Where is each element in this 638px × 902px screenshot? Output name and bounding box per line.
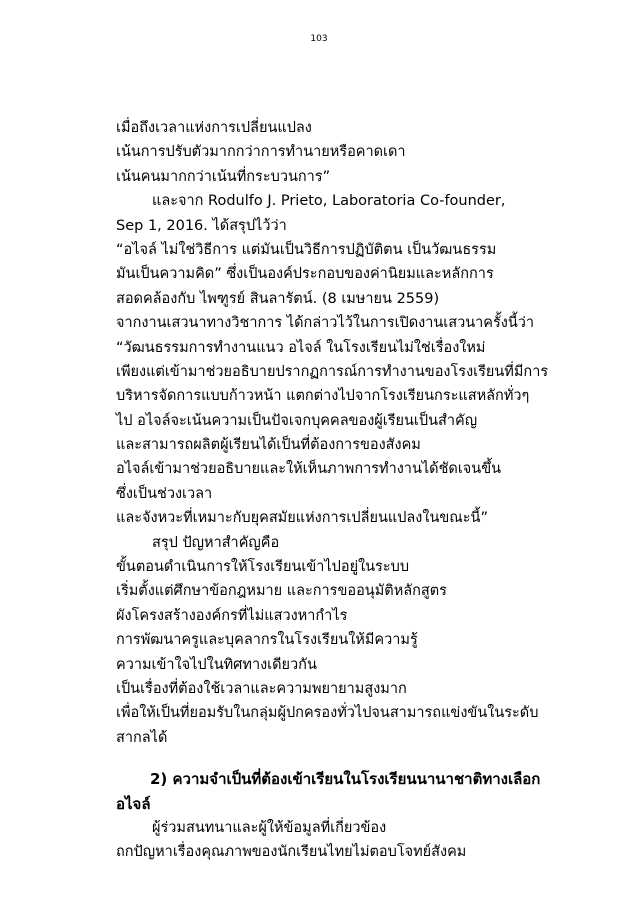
paragraph-line: ผังโครงสร้างองค์กรที่ไม่แสวงหากำไร	[116, 607, 348, 624]
section-heading: 2) ความจำเป็นที่ต้องเข้าเรียนในโรงเรียนนานาชาติทางเลือก	[150, 770, 541, 789]
paragraph-line: ขั้นตอนดำเนินการให้โรงเรียนเข้าไปอยู่ในระบบ	[116, 559, 410, 576]
paragraph-line: ซึ่งเป็นช่วงเวลา	[116, 485, 213, 502]
paragraph-line: บริหารจัดการแบบก้าวหน้า แตกต่างไปจากโรงเรียนกระแสหลักทั่วๆ	[116, 388, 530, 405]
paragraph-line: ผู้ร่วมสนทนาและผู้ให้ข้อมูลที่เกี่ยวข้อง	[152, 819, 387, 836]
paragraph-line: เพียงแต่เข้ามาช่วยอธิบายปรากฏการณ์การทำงานของโรงเรียนที่มีการ	[116, 363, 549, 380]
section-heading-continuation: อไจล์	[116, 794, 151, 813]
document-body	[116, 116, 549, 865]
page-number: 103	[310, 34, 328, 44]
paragraph-line: สากลได้	[116, 729, 168, 746]
section-spacer	[116, 750, 536, 767]
paragraph-line: จากงานเสวนาทางวิชาการ ได้กล่าวไว้ในการเปิดงานเสวนาครั้งนี้ว่า	[116, 315, 535, 332]
paragraph-line: เน้นคนมากกว่าเน้นที่กระบวนการ”	[116, 168, 331, 185]
paragraph-line: เพื่อให้เป็นที่ยอมรับในกลุ่มผู้ปกครองทั่วไปจนสามารถแข่งขันในระดับ	[116, 705, 539, 722]
paragraph-line: สอดคล้องกับ ไพฑูรย์ สินลารัตน์. (8 เมษายน 2559)	[116, 290, 440, 307]
paragraph-line: และจาก Rodulfo J. Prieto, Laboratoria Co-founder,	[152, 193, 506, 210]
paragraph-line: มันเป็นความคิด” ซึ่งเป็นองค์ประกอบของค่านิยมและหลักการ	[116, 266, 494, 283]
paragraph-line: เมื่อถึงเวลาแห่งการเปลี่ยนแปลง	[116, 120, 312, 136]
paragraph-line: เน้นการปรับตัวมากกว่าการทำนายหรือคาดเดา	[116, 144, 406, 161]
paragraph-line: ถกปัญหาเรื่องคุณภาพของนักเรียนไทยไม่ตอบโจทย์สังคม	[116, 844, 467, 861]
paragraph-line: การพัฒนาครูและบุคลากรในโรงเรียนให้มีความรู้	[116, 632, 418, 649]
paragraph-line: “อไจล์ ไม่ใช่วิธีการ แต่มันเป็นวิธีการปฏิบัติตน เป็นวัฒนธรรม	[116, 241, 497, 258]
paragraph-line: ไป อไจล์จะเน้นความเป็นปัจเจกบุคคลของผู้เรียนเป็นสำคัญ	[116, 412, 478, 429]
paragraph-line: และจังหวะที่เหมาะกับยุคสมัยแห่งการเปลี่ยนแปลงในขณะนี้”	[116, 510, 488, 527]
paragraph-line: Sep 1, 2016. ได้สรุปไว้ว่า	[116, 217, 287, 234]
paragraph-line: ความเข้าใจไปในทิศทางเดียวกัน	[116, 656, 317, 673]
paragraph-line: เป็นเรื่องที่ต้องใช้เวลาและความพยายามสูงมาก	[116, 680, 407, 697]
paragraph-line: เริ่มตั้งแต่ศึกษาข้อกฎหมาย และการขออนุมัติหลักสูตร	[116, 583, 447, 600]
paragraph-line: “วัฒนธรรมการทำงานแนว อไจล์ ในโรงเรียนไม่ใช่เรื่องใหม่	[116, 339, 486, 356]
paragraph-line: สรุป ปัญหาสำคัญคือ	[152, 534, 280, 551]
paragraph-line: อไจล์เข้ามาช่วยอธิบายและให้เห็นภาพการทำงานได้ชัดเจนขึ้น	[116, 461, 502, 478]
paragraph-line: และสามารถผลิตผู้เรียนได้เป็นที่ต้องการของสังคม	[116, 437, 421, 454]
